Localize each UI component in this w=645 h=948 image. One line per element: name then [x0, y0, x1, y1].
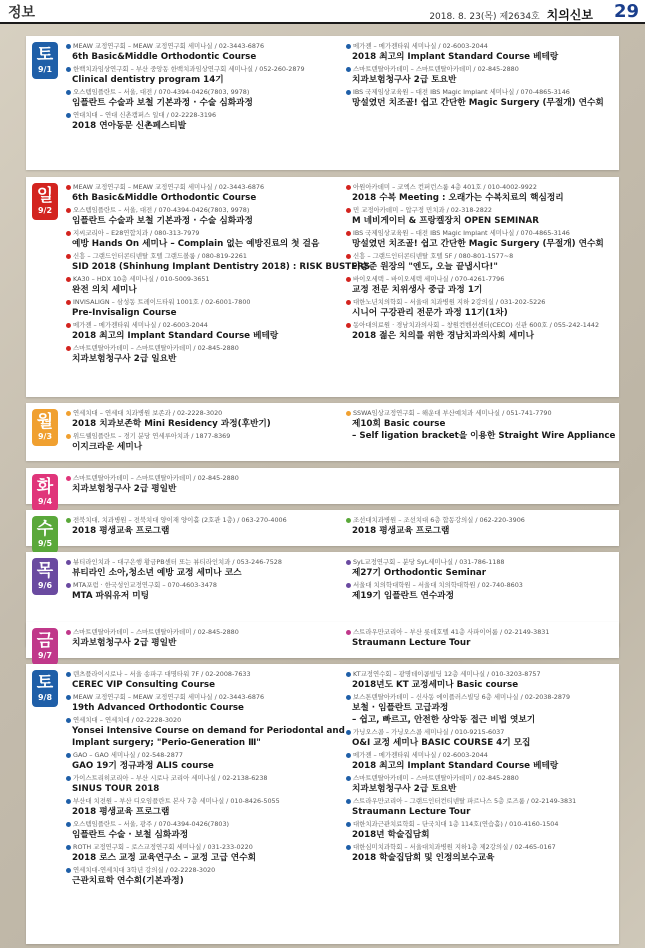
- bullet-icon: [346, 231, 351, 236]
- schedule-entry: [66, 183, 338, 204]
- entry-title: MTA 파워유저 미팅: [72, 591, 150, 601]
- bullet-icon: [66, 845, 71, 850]
- bullet-icon: [346, 277, 351, 282]
- page-header: [0, 0, 645, 24]
- day-badge: 토 9/8: [32, 670, 58, 707]
- entry-title: 2018 젊은 치의를 위한 경남치과의사회 세미나: [352, 331, 534, 341]
- bullet-icon: [66, 346, 71, 351]
- schedule-entry: [66, 843, 338, 864]
- schedule-entry: [346, 751, 614, 772]
- right-column: [346, 183, 614, 344]
- entry-organizer-text: 부산대 치전원 – 부산 디오임플란트 본사 7층 세미나실 / 010-8426-5055: [73, 797, 280, 805]
- issue-number: 제2634호: [499, 12, 540, 22]
- entry-organizer: [66, 42, 338, 51]
- entry-organizer: [346, 321, 614, 330]
- entry-organizer-text: 대한치과근관치료학회 – 단국치대 1층 114호(연습홀) / 010-4160-1504: [353, 820, 559, 828]
- paper-name: 치의신보: [546, 8, 593, 22]
- entry-organizer-text: 서울대 치의학대학원 – 서울대 치의학대학원 / 02-740-8603: [353, 581, 523, 589]
- bullet-icon: [346, 845, 351, 850]
- bullet-icon: [66, 434, 71, 439]
- entry-organizer-text: 동아대의료원 · 경남치과의사회 – 창원컨벤션센터(CECO) 신관 600호 / 055-242-1442: [353, 321, 600, 329]
- bullet-icon: [66, 113, 71, 118]
- schedule-entry: [346, 298, 614, 319]
- entry-organizer: [346, 728, 614, 737]
- entry-organizer-text: 스트라우만코리아 – 부산 롯데호텔 41층 사파이어룸 / 02-2149-3831: [353, 628, 550, 636]
- entry-organizer-text: 보스톤덴탈아카데미 – 신사동 에이플러스빌딩 6층 세미나실 / 02-2038-2879: [353, 693, 571, 701]
- entry-organizer: [346, 409, 614, 418]
- day-badge: 화 9/4: [32, 474, 58, 511]
- left-column: [66, 670, 345, 889]
- entry-title: 2018 수복 Meeting : 오래가는 수복치료의 핵심정리: [352, 193, 564, 203]
- entry-title: Clinical dentistry program 14기: [72, 75, 224, 85]
- schedule-board: [26, 36, 619, 944]
- entry-organizer: [66, 88, 338, 97]
- day-card-mon-0903: [26, 403, 619, 461]
- entry-title: 치과보험청구사 2급 평일반: [72, 484, 177, 494]
- entry-organizer: [66, 321, 338, 330]
- entry-organizer: [346, 797, 614, 806]
- entry-organizer-text: 연대치대 – 연대 신촌캠퍼스 일대 / 02-2228-3196: [73, 111, 217, 119]
- entry-organizer: [66, 252, 338, 261]
- entry-title: 2018 평생교육 프로그램: [352, 526, 450, 536]
- entry-title: Pre-Invisalign Course: [72, 308, 177, 318]
- entry-title: 2018년도 KT 교정세미나 Basic course: [352, 680, 519, 690]
- bullet-icon: [66, 90, 71, 95]
- left-column: [66, 558, 338, 604]
- entry-title: 치과보험청구사 2급 평일반: [72, 638, 177, 648]
- entry-organizer: [66, 409, 338, 418]
- schedule-entry: [66, 628, 338, 649]
- entry-title: 망설였던 치조골! 쉽고 간단한 Magic Surgery (무절개) 연수회: [352, 239, 604, 249]
- schedule-entry: [66, 252, 371, 273]
- entry-organizer-text: GAO – GAO 세미나실 / 02-548-2877: [73, 751, 183, 759]
- bullet-icon: [346, 753, 351, 758]
- entry-organizer-text: 스트라우만코리아 – 그랜드인터컨티넨탈 파르나스 5층 로즈룸 / 02-2149-3831: [353, 797, 577, 805]
- entry-organizer: [346, 670, 614, 679]
- entry-organizer: [66, 298, 338, 307]
- entry-organizer-text: IBS 국제임상교육원 – 대전 IBS Magic Implant 세미나실 / 070-4865-3146: [353, 229, 570, 237]
- bullet-icon: [66, 254, 71, 259]
- bullet-icon: [66, 560, 71, 565]
- entry-organizer: [66, 65, 338, 74]
- entry-organizer: [66, 716, 338, 725]
- entry-organizer: [346, 751, 614, 760]
- bullet-icon: [346, 90, 351, 95]
- bullet-icon: [346, 323, 351, 328]
- entry-organizer-text: 대한노년치의학회 – 서울대 치과병원 지하 2강의실 / 031-202-5226: [353, 298, 546, 306]
- entry-organizer: [346, 820, 614, 829]
- entry-organizer: [346, 693, 614, 702]
- bullet-icon: [346, 630, 351, 635]
- issue-meta: [429, 6, 593, 23]
- entry-organizer: [346, 558, 614, 567]
- entry-organizer: [66, 774, 338, 783]
- entry-organizer: [346, 42, 614, 51]
- entry-title: SID 2018 (Shinhung Implant Dentistry 2018) : RISK BUSTERS: [72, 262, 371, 272]
- bullet-icon: [346, 208, 351, 213]
- schedule-entry: [66, 558, 338, 579]
- entry-organizer: [346, 65, 614, 74]
- bullet-icon: [346, 44, 351, 49]
- schedule-entry: [346, 558, 614, 579]
- bullet-icon: [66, 476, 71, 481]
- entry-organizer-text: 오스템임플란트 – 서울, 대전 / 070-4394-0426(7803, 9978): [73, 206, 250, 214]
- schedule-entry: [66, 516, 338, 537]
- schedule-entry: [66, 866, 338, 887]
- schedule-entry: [66, 88, 338, 109]
- entry-title: 임플란트 수술과 보철 기본과정 · 수술 심화과정: [72, 216, 253, 226]
- entry-title: 제19기 임플란트 연수과정: [352, 591, 455, 601]
- bullet-icon: [66, 799, 71, 804]
- entry-organizer-text: SyL교정연구회 – 분당 SyL세미나실 / 031-786-1188: [353, 558, 505, 566]
- entry-organizer-text: 메가젠 – 메가젠타워 세미나실 / 02-6003-2044: [353, 751, 488, 759]
- entry-organizer-text: 조선대치과병원 – 조선치대 6층 합동강의실 / 062-220-3906: [353, 516, 525, 524]
- bullet-icon: [346, 822, 351, 827]
- entry-organizer-text: MEAW 교정연구회 – MEAW 교정연구회 세미나실 / 02-3443-6876: [73, 693, 265, 701]
- schedule-entry: [346, 183, 614, 204]
- entry-organizer: [66, 820, 338, 829]
- entry-organizer: [346, 183, 614, 192]
- entry-organizer-text: 바이오세텍 – 바이오세텍 세미나실 / 070-4261-7796: [353, 275, 505, 283]
- bullet-icon: [66, 300, 71, 305]
- bullet-icon: [346, 518, 351, 523]
- entry-organizer-text: ROTH 교정연구회 – 로스교정연구회 세미나실 / 031-233-0220: [73, 843, 253, 851]
- day-card-fri-0907: [26, 622, 619, 658]
- day-card-sat-0901: [26, 36, 619, 170]
- entry-organizer: [346, 298, 614, 307]
- entry-organizer: [66, 628, 338, 637]
- entry-title: SINUS TOUR 2018: [72, 784, 160, 794]
- entry-organizer: [346, 628, 614, 637]
- entry-title: 임플란트 수술과 보철 기본과정 · 수술 심화과정: [72, 98, 253, 108]
- schedule-entry: [66, 111, 338, 132]
- bullet-icon: [66, 277, 71, 282]
- left-column: [66, 183, 371, 367]
- entry-organizer-text: 가닝오스콤 – 가닝오스콤 세미나실 / 010-9215-6037: [353, 728, 505, 736]
- schedule-entry: [346, 409, 614, 442]
- schedule-entry: [346, 628, 614, 649]
- entry-organizer-text: 스마트덴탈아카데미 – 스마트덴탈아카데미 / 02-845-2880: [73, 344, 239, 352]
- schedule-entry: [66, 581, 338, 602]
- entry-organizer-text: 메가젠 – 메가젠타워 세미나실 / 02-6003-2044: [353, 42, 488, 50]
- right-column: [346, 628, 614, 651]
- schedule-entry: [66, 751, 338, 772]
- entry-title: 2018 최고의 Implant Standard Course 베테랑: [352, 52, 559, 62]
- entry-title: 시니어 구강관리 전문가 과정 11기(1차): [352, 308, 508, 318]
- schedule-entry: [66, 65, 338, 86]
- left-column: [66, 516, 338, 539]
- left-column: [66, 628, 338, 651]
- entry-organizer: [346, 774, 614, 783]
- entry-organizer: [66, 275, 338, 284]
- bullet-icon: [66, 518, 71, 523]
- entry-organizer: [66, 558, 338, 567]
- day-card-tue-0904: [26, 468, 619, 504]
- bullet-icon: [66, 776, 71, 781]
- bullet-icon: [346, 583, 351, 588]
- entry-organizer: [66, 206, 338, 215]
- entry-title: Implant surgery; "Perio-Generation Ⅲ": [72, 738, 261, 748]
- bullet-icon: [66, 630, 71, 635]
- entry-organizer-text: 대한심미치과학회 – 서울대치과병원 지하1층 제2강의실 / 02-465-0167: [353, 843, 556, 851]
- entry-title: 이지크라운 세미나: [72, 442, 143, 452]
- right-column: [346, 558, 614, 604]
- right-column: [346, 516, 614, 539]
- bullet-icon: [346, 67, 351, 72]
- schedule-entry: [346, 843, 614, 864]
- entry-title: CEREC VIP Consulting Course: [72, 680, 215, 690]
- schedule-entry: [66, 275, 338, 296]
- entry-organizer: [346, 516, 614, 525]
- entry-title: 2018 연아동문 신촌페스티발: [72, 121, 187, 131]
- entry-organizer-text: 위드웰임플란트 – 경기 분당 연세루아치과 / 1877-8369: [73, 432, 231, 440]
- bullet-icon: [346, 411, 351, 416]
- schedule-entry: [66, 774, 338, 795]
- schedule-entry: [66, 693, 338, 714]
- entry-organizer-text: 연세치대 – 연세대 치과병원 보존과 / 02-2228-3020: [73, 409, 223, 417]
- bullet-icon: [66, 672, 71, 677]
- entry-organizer: [66, 797, 338, 806]
- schedule-entry: [346, 275, 614, 296]
- entry-title: 뷰티라인 소아,청소년 예방 교정 세미나 코스: [72, 568, 242, 578]
- bullet-icon: [66, 208, 71, 213]
- entry-title: – 쉽고, 빠르고, 안전한 상악동 접근 비법 엿보기: [352, 715, 536, 725]
- entry-organizer: [346, 581, 614, 590]
- entry-title: 보철 · 임플란트 고급과정: [352, 703, 449, 713]
- bullet-icon: [346, 254, 351, 259]
- entry-title: 임플란트 수술 · 보철 심화과정: [72, 830, 189, 840]
- entry-organizer: [66, 344, 338, 353]
- schedule-entry: [346, 670, 614, 691]
- day-card-wed-0905: [26, 510, 619, 546]
- section-title: 정보: [8, 5, 36, 21]
- entry-organizer-text: 전북치대, 치과병원 – 전북치대 양이재 양이홀 (2호관 1층) / 063-270-4006: [73, 516, 287, 524]
- schedule-entry: [66, 820, 338, 841]
- schedule-entry: [346, 581, 614, 602]
- bullet-icon: [346, 300, 351, 305]
- entry-organizer-text: SSWA임상교정연구회 – 해운대 부산예치과 세미나실 / 051-741-7790: [353, 409, 552, 417]
- schedule-entry: [66, 344, 338, 365]
- bullet-icon: [346, 560, 351, 565]
- entry-organizer-text: 가이스트리히코리아 – 부산 시로나 코리아 세미나실 / 02-2138-6238: [73, 774, 268, 782]
- entry-title: Straumann Lecture Tour: [352, 638, 471, 648]
- entry-organizer: [346, 229, 614, 238]
- schedule-entry: [66, 298, 338, 319]
- schedule-entry: [346, 516, 614, 537]
- entry-title: 교정 전문 치위생사 중급 과정 1기: [352, 285, 483, 295]
- entry-title: 19th Advanced Orthodontic Course: [72, 703, 244, 713]
- entry-title: 근관치료학 연수회(기본과정): [72, 876, 184, 886]
- entry-organizer: [66, 474, 338, 483]
- schedule-entry: [66, 206, 338, 227]
- schedule-entry: [66, 797, 338, 818]
- entry-title: 6th Basic&Middle Orthodontic Course: [72, 193, 257, 203]
- bullet-icon: [66, 718, 71, 723]
- entry-organizer-text: 신흥 – 그랜드인터콘티넨탈 호텔 그랜드볼룸 / 080-819-2261: [73, 252, 247, 260]
- schedule-entry: [66, 716, 345, 749]
- entry-organizer-text: 지씨코리아 – E28연합치과 / 080-313-7979: [73, 229, 200, 237]
- entry-organizer-text: 연세치대 – 연세치대 / 02-2228-3020: [73, 716, 182, 724]
- schedule-entry: [66, 42, 338, 63]
- entry-title: 2018 학술집담회 및 인정의보수교육: [352, 853, 495, 863]
- entry-title: 치과보험청구사 2급 토요반: [352, 75, 457, 85]
- entry-organizer: [66, 111, 338, 120]
- day-badge: 금 9/7: [32, 628, 58, 665]
- schedule-entry: [346, 229, 614, 250]
- entry-title: M 네비게이터 & 프랑켈장치 OPEN SEMINAR: [352, 216, 539, 226]
- entry-organizer: [66, 751, 338, 760]
- day-badge: 토 9/1: [32, 42, 58, 79]
- entry-organizer-text: 스마트덴탈아카데미 – 스마트덴탈아카데미 / 02-845-2880: [73, 474, 239, 482]
- entry-organizer-text: MTA포럼 · 한국성인교정연구회 – 070-4603-3478: [73, 581, 217, 589]
- day-badge: 수 9/5: [32, 516, 58, 553]
- entry-organizer-text: 한백치과임상연구회 – 부산 중앙동 한백치과임상연구회 세미나실 / 052-260-2879: [73, 65, 305, 73]
- entry-title: 2018 최고의 Implant Standard Course 베테랑: [352, 761, 559, 771]
- entry-title: 6th Basic&Middle Orthodontic Course: [72, 52, 257, 62]
- entry-organizer-text: 메가젠 – 메가젠타워 세미나실 / 02-6003-2044: [73, 321, 208, 329]
- entry-title: 2018 로스 교정 교육연구소 – 교정 고급 연수회: [72, 853, 256, 863]
- schedule-entry: [66, 474, 338, 495]
- entry-organizer-text: KT교정연수회 – 광명데이콤빌딩 12층 세미나실 / 010-3203-8757: [353, 670, 541, 678]
- day-card-sat-0908: [26, 664, 619, 944]
- schedule-entry: [346, 65, 614, 86]
- entry-organizer-text: MEAW 교정연구회 – MEAW 교정연구회 세미나실 / 02-3443-6876: [73, 183, 265, 191]
- page-number: 29: [613, 1, 639, 22]
- bullet-icon: [66, 695, 71, 700]
- day-badge: 일 9/2: [32, 183, 58, 220]
- bullet-icon: [346, 799, 351, 804]
- bullet-icon: [346, 672, 351, 677]
- entry-title: GAO 19기 정규과정 ALIS course: [72, 761, 214, 771]
- entry-organizer-text: 아원아카데미 – 코엑스 컨퍼런스룸 4층 401호 / 010-4002-9922: [353, 183, 537, 191]
- entry-organizer-text: 오스템임플란트 – 서울, 대전 / 070-4394-0426(7803, 9978): [73, 88, 250, 96]
- entry-title: 완전 의치 세미나: [72, 285, 137, 295]
- left-column: [66, 42, 338, 134]
- entry-organizer: [346, 843, 614, 852]
- entry-title: – Self ligation bracket을 이용한 Straight Wire Appliance: [352, 431, 616, 441]
- entry-organizer: [66, 866, 338, 875]
- entry-organizer-text: 뷰티라인치과 – 대구은행 황금PB센터 또는 뷰티라인치과 / 053-246-7528: [73, 558, 282, 566]
- schedule-entry: [346, 321, 614, 342]
- bullet-icon: [346, 730, 351, 735]
- schedule-entry: [346, 42, 614, 63]
- bullet-icon: [66, 753, 71, 758]
- schedule-entry: [346, 252, 614, 273]
- entry-organizer: [66, 183, 338, 192]
- entry-organizer: [66, 229, 338, 238]
- entry-title: 제10회 Basic course: [352, 419, 446, 429]
- schedule-entry: [346, 206, 614, 227]
- entry-title: 이승준 원장의 "엔도, 오늘 끝냅시다!": [352, 262, 498, 272]
- left-column: [66, 474, 338, 497]
- bullet-icon: [66, 868, 71, 873]
- bullet-icon: [66, 583, 71, 588]
- bullet-icon: [66, 411, 71, 416]
- entry-organizer: [346, 275, 614, 284]
- schedule-entry: [66, 409, 338, 430]
- entry-title: Straumann Lecture Tour: [352, 807, 471, 817]
- entry-organizer: [66, 432, 338, 441]
- entry-organizer: [346, 206, 614, 215]
- entry-organizer-text: 스마트덴탈아카데미 – 스마트덴탈아카데미 / 02-845-2880: [353, 65, 519, 73]
- entry-organizer: [66, 516, 338, 525]
- schedule-entry: [66, 432, 338, 453]
- entry-organizer-text: IBS 국제임상교육원 – 대전 IBS Magic Implant 세미나실 / 070-4865-3146: [353, 88, 570, 96]
- bullet-icon: [66, 44, 71, 49]
- entry-title: 제27기 Orthodontic Seminar: [352, 568, 487, 578]
- entry-organizer: [346, 88, 614, 97]
- schedule-entry: [346, 88, 614, 109]
- bullet-icon: [66, 231, 71, 236]
- entry-organizer-text: KA30 – HDX 10층 세미나실 / 010-5009-3651: [73, 275, 210, 283]
- left-column: [66, 409, 338, 455]
- bullet-icon: [66, 67, 71, 72]
- right-column: [346, 670, 614, 866]
- entry-title: 2018 평생교육 프로그램: [72, 526, 170, 536]
- schedule-entry: [346, 820, 614, 841]
- schedule-entry: [66, 670, 338, 691]
- schedule-entry: [66, 229, 338, 250]
- entry-organizer: [66, 581, 338, 590]
- schedule-entry: [66, 321, 338, 342]
- bullet-icon: [346, 695, 351, 700]
- day-badge: 월 9/3: [32, 409, 58, 446]
- entry-organizer: [66, 843, 338, 852]
- right-column: [346, 42, 614, 111]
- schedule-entry: [346, 693, 614, 726]
- day-badge: 목 9/6: [32, 558, 58, 595]
- entry-organizer-text: 스마트덴탈아카데미 – 스마트덴탈아카데미 / 02-845-2880: [353, 774, 519, 782]
- entry-organizer-text: 오스템임플란트 – 서울, 광주 / 070-4394-0426(7803): [73, 820, 230, 828]
- entry-organizer-text: MEAW 교정연구회 – MEAW 교정연구회 세미나실 / 02-3443-6876: [73, 42, 265, 50]
- entry-title: O&I 교정 세미나 BASIC COURSE 4기 모집: [352, 738, 531, 748]
- entry-organizer-text: INVISALIGN – 삼성동 트레이드타워 1001호 / 02-6001-7800: [73, 298, 251, 306]
- entry-title: Yonsei Intensive Course on demand for Periodontal and: [72, 726, 345, 736]
- entry-title: 2018 평생교육 프로그램: [72, 807, 170, 817]
- schedule-entry: [346, 728, 614, 749]
- bullet-icon: [66, 822, 71, 827]
- entry-organizer-text: 스마트덴탈아카데미 – 스마트덴탈아카데미 / 02-845-2880: [73, 628, 239, 636]
- schedule-entry: [346, 774, 614, 795]
- entry-title: 치과보험청구사 2급 토요반: [352, 784, 457, 794]
- entry-title: 2018 치과보존학 Mini Residency 과정(후반기): [72, 419, 271, 429]
- bullet-icon: [66, 323, 71, 328]
- entry-title: 치과보험청구사 2급 일요반: [72, 354, 177, 364]
- entry-title: 2018 최고의 Implant Standard Course 베테랑: [72, 331, 279, 341]
- bullet-icon: [346, 776, 351, 781]
- entry-organizer-text: 신흥 – 그랜드인터콘티넨탈 호텔 5F / 080-801-1577~8: [353, 252, 514, 260]
- entry-organizer-text: 연세치대-연세치대 3학년 강의실 / 02-2228-3020: [73, 866, 216, 874]
- entry-organizer-text: 덴츠플라이시로나 – 서울 송파구 대명타워 7F / 02-2008-7633: [73, 670, 251, 678]
- entry-title: 2018년 학술집담회: [352, 830, 430, 840]
- bullet-icon: [346, 185, 351, 190]
- day-card-sun-0902: [26, 177, 619, 397]
- entry-organizer: [66, 670, 338, 679]
- entry-organizer-text: 민 교정아카데미 – 압구정 민치과 / 02-318-2822: [353, 206, 492, 214]
- entry-organizer: [66, 693, 338, 702]
- entry-title: 망설였던 치조골! 쉽고 간단한 Magic Surgery (무절개) 연수회: [352, 98, 604, 108]
- bullet-icon: [66, 185, 71, 190]
- issue-date: 2018. 8. 23(목): [429, 12, 497, 22]
- entry-organizer: [346, 252, 614, 261]
- entry-title: 예방 Hands On 세미나 – Complain 없는 예방진료의 첫 걸음: [72, 239, 320, 249]
- right-column: [346, 409, 614, 444]
- schedule-entry: [346, 797, 614, 818]
